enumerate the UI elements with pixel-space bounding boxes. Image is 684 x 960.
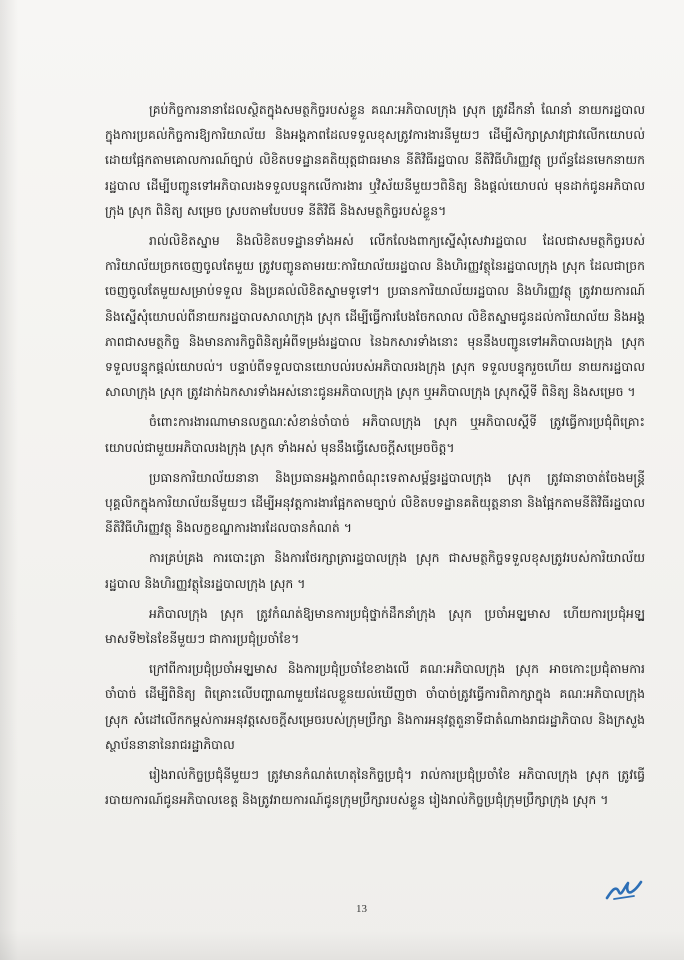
paragraph-8: រៀងរាល់កិច្ចប្រជុំនីមួយៗ ត្រូវមានកំណត់ហេតុនៃកិច្ចប្រជុំ។ រាល់ការប្រជុំប្រចាំខែ អភិបាលក្រុង ស្រុក ត្រូវធ្វើរបាយការណ៍ជូនអភិបាលខេត្ត និងត្រូវរាយការណ៍ជូនក្រុមប្រឹក្សារបស់ខ្លួន រៀងរាល់កិច្ចប្រជុំក្រុមប្រឹក្សាក្រុង ស្រុក ។ — [105, 767, 645, 808]
paragraph-1: គ្រប់កិច្ចការនានាដែលស្ថិតក្នុងសមត្ថកិច្ចរបស់ខ្លួន គណៈអភិបាលក្រុង ស្រុក ត្រូវដឹកនាំ ណែនាំ នាយករដ្ឋបាលក្នុងការប្រគល់កិច្ចការឱ្យការិយាល័យ និងអង្គភាពដែលទទួលខុសត្រូវការងារនីមួយៗ ដើម្បីសិក្សាស្រាវជ្រាវលើកយោបល់ ដោយផ្អែកតាមគោលការណ៍ច្បាប់ លិខិតបទដ្ឋានគតិយុត្តជាធរមាន នីតិវិធីរដ្ឋបាល នីតិវិធីហិរញ្ញវត្ថុ ប្រព័ន្ធដែនមេកនាយករដ្ឋបាល ដើម្បីបញ្ជូនទៅអភិបាលរងទទួលបន្ទុកលើការងារ ឬវិស័យនីមួយៗពិនិត្យ និងផ្តល់យោបល់ មុនដាក់ជូនអភិបាលក្រុង ស្រុក ពិនិត្យ សម្រេច ស្របតាមបែបបទ នីតិវិធី និងសមត្ថកិច្ចរបស់ខ្លួន។ — [105, 102, 645, 218]
document-body — [105, 97, 645, 817]
paragraph-2: រាល់លិខិតស្នាម និងលិខិតបទដ្ឋានទាំងអស់ លើកលែងពាក្យស្នើសុំសេវារដ្ឋបាល ដែលជាសមត្ថកិច្ចរបស់ការិយាល័យច្រកចេញចូលតែមួយ ត្រូវបញ្ជូនតាមរយៈការិយាល័យរដ្ឋបាល និងហិរញ្ញវត្ថុនៃរដ្ឋបាលក្រុង ស្រុក ដែលជាច្រកចេញចូលតែមួយសម្រាប់ទទួល និងប្រគល់លិខិតស្នាមទូទៅ។ ប្រធានការិយាល័យរដ្ឋបាល និងហិរញ្ញវត្ថុ ត្រូវរាយការណ៍ និងស្នើសុំយោបល់ពីនាយករដ្ឋបាលសាលាក្រុង ស្រុក ដើម្បីធ្វើការបែងចែកលាល លិខិតស្នាមជូនដល់ការិយាល័យ និងអង្គភាពជាសមត្ថកិច្ច និងមានភារកិច្ចពិនិត្យអំពីទម្រង់រដ្ឋបាល នៃឯកសារទាំងនោះ មុននឹងបញ្ជូនទៅអភិបាលរងក្រុង ស្រុក ទទួលបន្ទុកផ្តល់យោបល់។ បន្ទាប់ពីទទួលបានយោបល់របស់អភិបាលរងក្រុង ស្រុក ទទួលបន្ទុករួចហើយ នាយករដ្ឋបាលសាលាក្រុង ស្រុក ត្រូវដាក់ឯកសារទាំងអស់នោះជូនអភិបាលក្រុង ស្រុក ឬអភិបាលក្រុង ស្រុកស្តីទី ពិនិត្យ និងសម្រេច ។ — [105, 233, 645, 400]
signature-icon — [604, 877, 644, 903]
page-shadow-left — [0, 0, 18, 960]
paragraph-7: ក្រៅពីការប្រជុំប្រចាំអឡ្ឋមាស និងការប្រជុំប្រចាំខែខាងលើ គណៈអភិបាលក្រុង ស្រុក អាចកោះប្រជុំតាមការចាំបាច់ ដើម្បីពិនិត្យ ពិគ្រោះលើបញ្ហាណាមួយដែលខ្លួនយល់ឃើញថា ចាំបាច់ត្រូវធ្វើការពិភាក្សាក្នុង គណៈអភិបាលក្រុង ស្រុក សំដៅលើកកម្ពស់ការអនុវត្តសេចក្តីសម្រេចរបស់ក្រុមប្រឹក្សា និងការអនុវត្តតួនាទីជាតំណាងរាជរដ្ឋាភិបាល និងក្រសួង ស្ថាប័ននានានៃរាជរដ្ឋាភិបាល — [105, 661, 645, 752]
paragraph-4: ប្រធានការិយាល័យនានា និងប្រធានអង្គភាពចំណុះទេតាសម្ព័ន្ធរដ្ឋបាលក្រុង ស្រុក ត្រូវធានាចាត់ចែងមន្ត្រី បុគ្គលិកក្នុងការិយាល័យនីមួយៗ ដើម្បីអនុវត្តការងារផ្អែកតាមច្បាប់ លិខិតបទដ្ឋានគតិយុត្តនានា និងផ្អែកតាមនីតិវិធីរដ្ឋបាល នីតិវិធីហិរញ្ញវត្ថុ និងលក្ខខណ្ឌការងារដែលបានកំណត់ ។ — [105, 469, 645, 536]
paragraph-3: ចំពោះការងារណាមានលក្ខណៈសំខាន់ចាំបាច់ អភិបាលក្រុង ស្រុក ឬអភិបាលស្តីទី ត្រូវធ្វើការប្រជុំពិគ្រោះ យោបល់ជាមួយអភិបាលរងក្រុង ស្រុក ទាំងអស់ មុននឹងធ្វើសេចក្តីសម្រេចចិត្ត។ — [105, 414, 645, 455]
page-shadow-bottom — [0, 930, 684, 960]
paragraph-5: ការគ្រប់គ្រង ការបោះត្រា និងការថែរក្សាត្រារដ្ឋបាលក្រុង ស្រុក ជាសមត្ថកិច្ចទទួលខុសត្រូវរបស់ការិយាល័យរដ្ឋបាល និងហិរញ្ញវត្ថុនៃរដ្ឋបាលក្រុង ស្រុក ។ — [105, 550, 645, 591]
paragraph-6: អភិបាលក្រុង ស្រុក ត្រូវកំណត់ឱ្យមានការប្រជុំថ្នាក់ដឹកនាំក្រុង ស្រុក ប្រចាំអឡ្ឋមាស ហើយការប្រជុំអឡ្ឋមាសទី២នៃខែនីមួយៗ ជាការប្រជុំប្រចាំខែ។ — [105, 605, 645, 647]
page-number: 13 — [356, 903, 367, 915]
